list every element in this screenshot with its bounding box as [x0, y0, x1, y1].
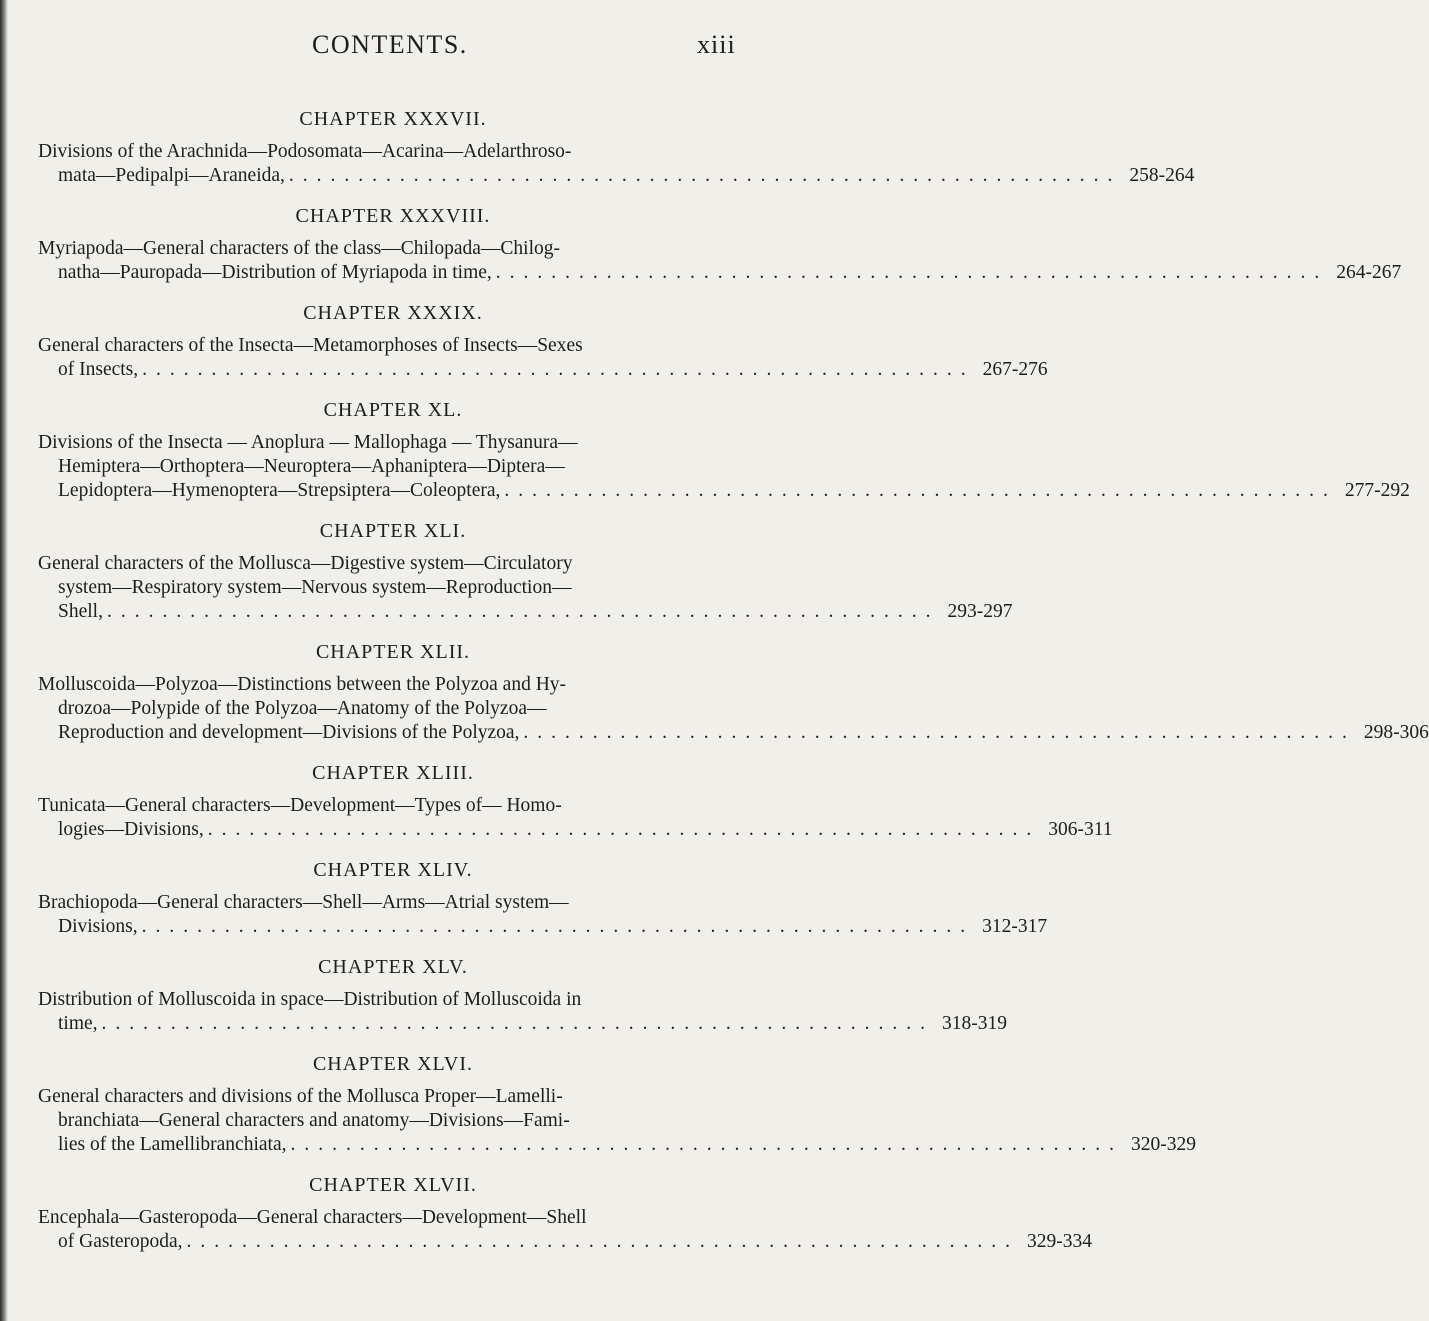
description-text: Divisions,	[58, 916, 138, 937]
chapter-title: CHAPTER XLIV.	[313, 859, 473, 881]
table-of-contents	[38, 108, 1429, 1271]
chapter-entry	[38, 762, 1113, 842]
description-last-line	[38, 358, 1048, 382]
description-last-line	[38, 721, 1429, 745]
description-text: lies of the Lamellibranchiata,	[58, 1134, 287, 1155]
chapter-title: CHAPTER XLVI.	[312, 1053, 474, 1075]
description-line: General characters and divisions of the Mollusca Proper—Lamelli-	[38, 1086, 563, 1107]
chapter-entry	[38, 399, 1410, 503]
description-last-line	[38, 261, 1402, 285]
chapter-description	[38, 431, 1410, 503]
chapter-description	[38, 988, 1008, 1036]
dot-leader: ............................................................	[523, 722, 1356, 743]
chapter-entry	[38, 641, 1429, 745]
chapter-description	[38, 891, 1048, 939]
description-last-line	[38, 818, 1113, 842]
description-line: Divisions of the Insecta — Anoplura — Mallophaga — Thysanura—	[38, 432, 578, 453]
description-line: branchiata—General characters and anatomy—Divisions—Fami-	[58, 1110, 570, 1131]
description-line: Hemiptera—Orthoptera—Neuroptera—Aphaniptera—Diptera—	[58, 456, 565, 477]
chapter-entry	[38, 302, 1048, 382]
description-last-line	[38, 600, 1013, 624]
description-line: Distribution of Molluscoida in space—Distribution of Molluscoida in	[38, 989, 582, 1010]
description-text: time,	[58, 1013, 98, 1034]
dot-leader: ............................................................	[106, 601, 940, 622]
description-line: Encephala—Gasteropoda—General characters—Development—Shell	[38, 1207, 587, 1228]
description-text: Lepidoptera—Hymenoptera—Strepsiptera—Coleoptera,	[58, 480, 501, 501]
page-range: 293-297	[947, 601, 1013, 622]
description-line: General characters of the Mollusca—Digestive system—Circulatory	[38, 553, 573, 574]
description-last-line	[38, 1230, 1093, 1254]
dot-leader: ............................................................	[290, 1134, 1123, 1155]
chapter-title: CHAPTER XLIII.	[312, 762, 474, 784]
chapter-description	[38, 673, 1429, 745]
chapter-description	[38, 1206, 1093, 1254]
chapter-description	[38, 237, 1402, 285]
chapter-description	[38, 794, 1113, 842]
description-text: Shell,	[58, 601, 103, 622]
page-number: xiii	[697, 30, 736, 59]
description-line: Molluscoida—Polyzoa—Distinctions between the Polyzoa and Hy-	[38, 674, 567, 695]
page-range: 267-276	[982, 359, 1048, 380]
page-range: 277-292	[1344, 480, 1410, 501]
chapter-title: CHAPTER XLI.	[319, 520, 467, 542]
page-header	[0, 30, 800, 70]
dot-leader: ............................................................	[141, 916, 975, 937]
description-last-line	[38, 1012, 1008, 1036]
dot-leader: ............................................................	[288, 165, 1122, 186]
chapter-description	[38, 140, 1195, 188]
chapter-title: CHAPTER XL.	[323, 399, 463, 421]
description-line: General characters of the Insecta—Metamorphoses of Insects—Sexes	[38, 335, 583, 356]
running-title: CONTENTS.	[312, 30, 468, 59]
page-range: 318-319	[942, 1013, 1008, 1034]
description-text: mata—Pedipalpi—Araneida,	[58, 165, 285, 186]
description-line: Brachiopoda—General characters—Shell—Arms—Atrial system—	[38, 892, 569, 913]
chapter-entry	[38, 956, 1008, 1036]
description-line: system—Respiratory system—Nervous system—Reproduction—	[58, 577, 572, 598]
chapter-title: CHAPTER XLII.	[315, 641, 471, 663]
description-text: natha—Pauropada—Distribution of Myriapoda in time,	[58, 262, 492, 283]
chapter-description	[38, 1085, 1196, 1157]
dot-leader: ............................................................	[207, 819, 1041, 840]
chapter-entry	[38, 108, 1195, 188]
dot-leader: ............................................................	[495, 262, 1329, 283]
chapter-description	[38, 552, 1013, 624]
chapter-title: CHAPTER XLV.	[318, 956, 468, 978]
description-line: Divisions of the Arachnida—Podosomata—Acarina—Adelarthroso-	[38, 141, 572, 162]
dot-leader: ............................................................	[504, 480, 1337, 501]
page-range: 306-311	[1048, 819, 1113, 840]
chapter-entry	[38, 205, 1402, 285]
description-last-line	[38, 479, 1410, 503]
chapter-title: CHAPTER XXXIX.	[303, 302, 483, 324]
chapter-entry	[38, 859, 1048, 939]
description-line: Tunicata—General characters—Development—Types of— Homo-	[38, 795, 562, 816]
page-range: 298-306	[1363, 722, 1429, 743]
dot-leader: ............................................................	[101, 1013, 935, 1034]
chapter-title: CHAPTER XXXVIII.	[295, 205, 491, 227]
description-line: drozoa—Polypide of the Polyzoa—Anatomy of the Polyzoa—	[58, 698, 547, 719]
description-text: of Gasteropoda,	[58, 1231, 183, 1252]
dot-leader: ............................................................	[142, 359, 975, 380]
chapter-title: CHAPTER XLVII.	[309, 1174, 477, 1196]
description-last-line	[38, 164, 1195, 188]
page-range: 312-317	[982, 916, 1048, 937]
description-last-line	[38, 915, 1048, 939]
page-range: 320-329	[1131, 1134, 1196, 1155]
page-range: 264-267	[1336, 262, 1402, 283]
chapter-entry	[38, 1174, 1093, 1254]
page-gutter-shadow	[0, 0, 8, 1321]
chapter-entry	[38, 520, 1013, 624]
page-range: 329-334	[1027, 1231, 1093, 1252]
description-text: Reproduction and development—Divisions of the Polyzoa,	[58, 722, 520, 743]
description-line: Myriapoda—General characters of the class—Chilopada—Chilog-	[38, 238, 560, 259]
description-text: logies—Divisions,	[58, 819, 204, 840]
page-range: 258-264	[1129, 165, 1195, 186]
description-text: of Insects,	[58, 359, 139, 380]
chapter-title: CHAPTER XXXVII.	[299, 108, 487, 130]
description-last-line	[38, 1133, 1196, 1157]
dot-leader: ............................................................	[186, 1231, 1020, 1252]
chapter-description	[38, 334, 1048, 382]
chapter-entry	[38, 1053, 1196, 1157]
